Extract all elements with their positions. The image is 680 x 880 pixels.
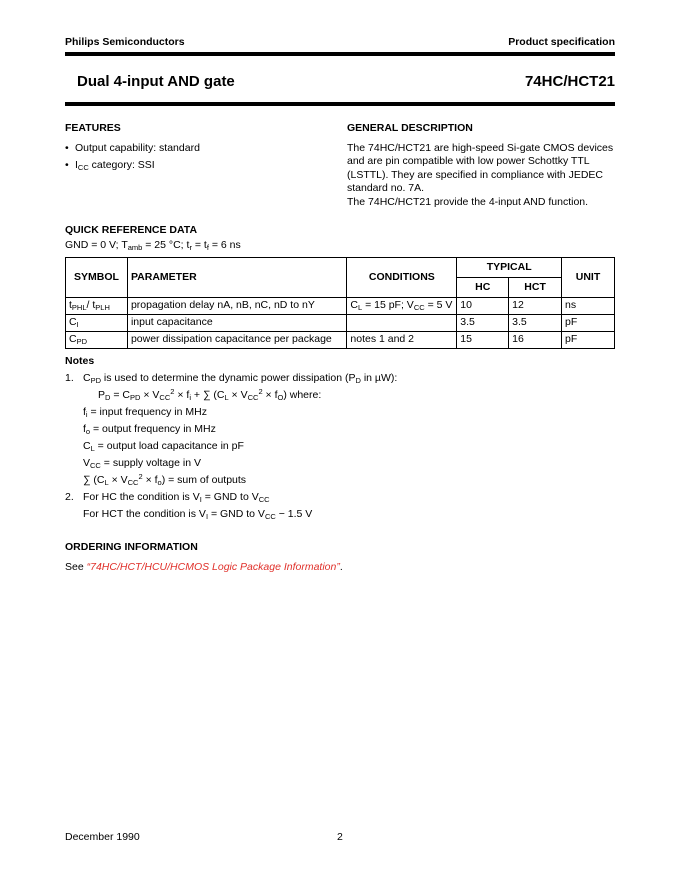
col-hc: HC — [457, 278, 509, 298]
table-row — [66, 315, 615, 332]
header-rule-top — [65, 52, 615, 56]
page-title: Dual 4-input AND gate — [77, 73, 235, 90]
features-heading: FEATURES — [65, 122, 121, 134]
doc-type: Product specification — [508, 36, 615, 48]
bullet-icon: • — [65, 159, 69, 171]
col-conditions: CONDITIONS — [347, 258, 457, 298]
feature-item: • Output capability: standard — [65, 142, 200, 154]
cell-parameter: input capacitance — [127, 315, 346, 332]
note-def-fi: $f_i$ = input frequency in MHz — [83, 406, 207, 419]
cell-hc: 10 — [457, 298, 509, 315]
col-typical: TYPICAL — [457, 258, 562, 278]
cell-unit: pF — [562, 315, 615, 332]
quick-reference-heading: QUICK REFERENCE DATA — [65, 224, 198, 236]
part-number: 74HC/HCT21 — [524, 73, 615, 90]
notes-heading: Notes — [65, 355, 95, 367]
bullet-icon: • — [65, 142, 69, 154]
package-info-link[interactable]: “74HC/HCT/HCU/HCMOS Logic Package Information” — [86, 561, 340, 573]
col-unit: UNIT — [562, 258, 615, 298]
quick-reference-conditions: GND = 0 V; $T_{amb} = 25$ °C; $t_r = t_f = 6$ ns — [65, 239, 241, 252]
cell-parameter: propagation delay nA, nB, nC, nD to nY — [127, 298, 346, 315]
feature-item — [65, 159, 155, 173]
cell-hc: 15 — [457, 332, 509, 349]
company-name: Philips Semiconductors — [65, 36, 185, 48]
note-1-number: 1. — [65, 372, 74, 384]
cell-unit: pF — [562, 332, 615, 349]
cell-conditions: $C_L = 15$ pF; $V_{CC} = 5$ V — [347, 298, 457, 315]
col-symbol: SYMBOL — [66, 258, 128, 298]
cell-conditions — [347, 315, 457, 332]
icc-category: $I_{CC}$ category: SSI — [75, 159, 155, 172]
cell-parameter: power dissipation capacitance per package — [127, 332, 346, 349]
header-rule-bottom — [65, 102, 615, 106]
note-formula: $P_D = C_{PD} \times V_{CC}^2 \times f_i$ + ∑ $(C_L \times V_{CC}^2 \times f_O)$ where: — [98, 387, 322, 402]
note-2-number: 2. — [65, 491, 74, 503]
cell-symbol: $C_I$ — [66, 315, 128, 332]
col-hct: HCT — [509, 278, 562, 298]
quick-reference-table — [65, 257, 615, 349]
general-description-text: The 74HC/HCT21 are high-speed Si-gate CMOS devices and are pin compatible with low power Schottky TTL (LSTTL). They are specified in compliance with JEDEC standard no. 7A. The 74HC/HCT21 provide the 4-input AND function. — [347, 142, 614, 208]
cell-hct: 3.5 — [509, 315, 562, 332]
ordering-text: See “74HC/HCT/HCU/HCMOS Logic Package Information”. — [65, 561, 343, 573]
page-number: 2 — [337, 831, 343, 843]
cell-conditions: notes 1 and 2 — [347, 332, 457, 349]
general-description-heading: GENERAL DESCRIPTION — [347, 122, 473, 134]
note-def-vcc: $V_{CC}$ = supply voltage in V — [83, 457, 201, 470]
note-2-text: For HC the condition is $V_I$ = GND to $V_{CC}$ — [83, 491, 270, 504]
cell-unit: ns — [562, 298, 615, 315]
footer-date: December 1990 — [65, 831, 140, 843]
note-def-cl: $C_L$ = output load capacitance in pF — [83, 440, 244, 453]
cell-hct: 12 — [509, 298, 562, 315]
cell-symbol: $t_{PHL}/$ $t_{PLH}$ — [66, 298, 128, 315]
table-row — [66, 298, 615, 315]
table-row — [66, 332, 615, 349]
cell-hc: 3.5 — [457, 315, 509, 332]
col-parameter: PARAMETER — [127, 258, 346, 298]
cell-hct: 16 — [509, 332, 562, 349]
ordering-heading: ORDERING INFORMATION — [65, 541, 198, 553]
note-2-text-hct: For HCT the condition is $V_I$ = GND to $V_{CC} - 1.5$ V — [83, 508, 313, 521]
note-def-sum: ∑ $(C_L \times V_{CC}^2 \times f_o)$ = sum of outputs — [83, 472, 247, 487]
cell-symbol: $C_{PD}$ — [66, 332, 128, 349]
note-def-fo: $f_o$ = output frequency in MHz — [83, 423, 216, 436]
note-1-text: $C_{PD}$ is used to determine the dynamic power dissipation ($P_D$ in µW): — [83, 372, 398, 385]
